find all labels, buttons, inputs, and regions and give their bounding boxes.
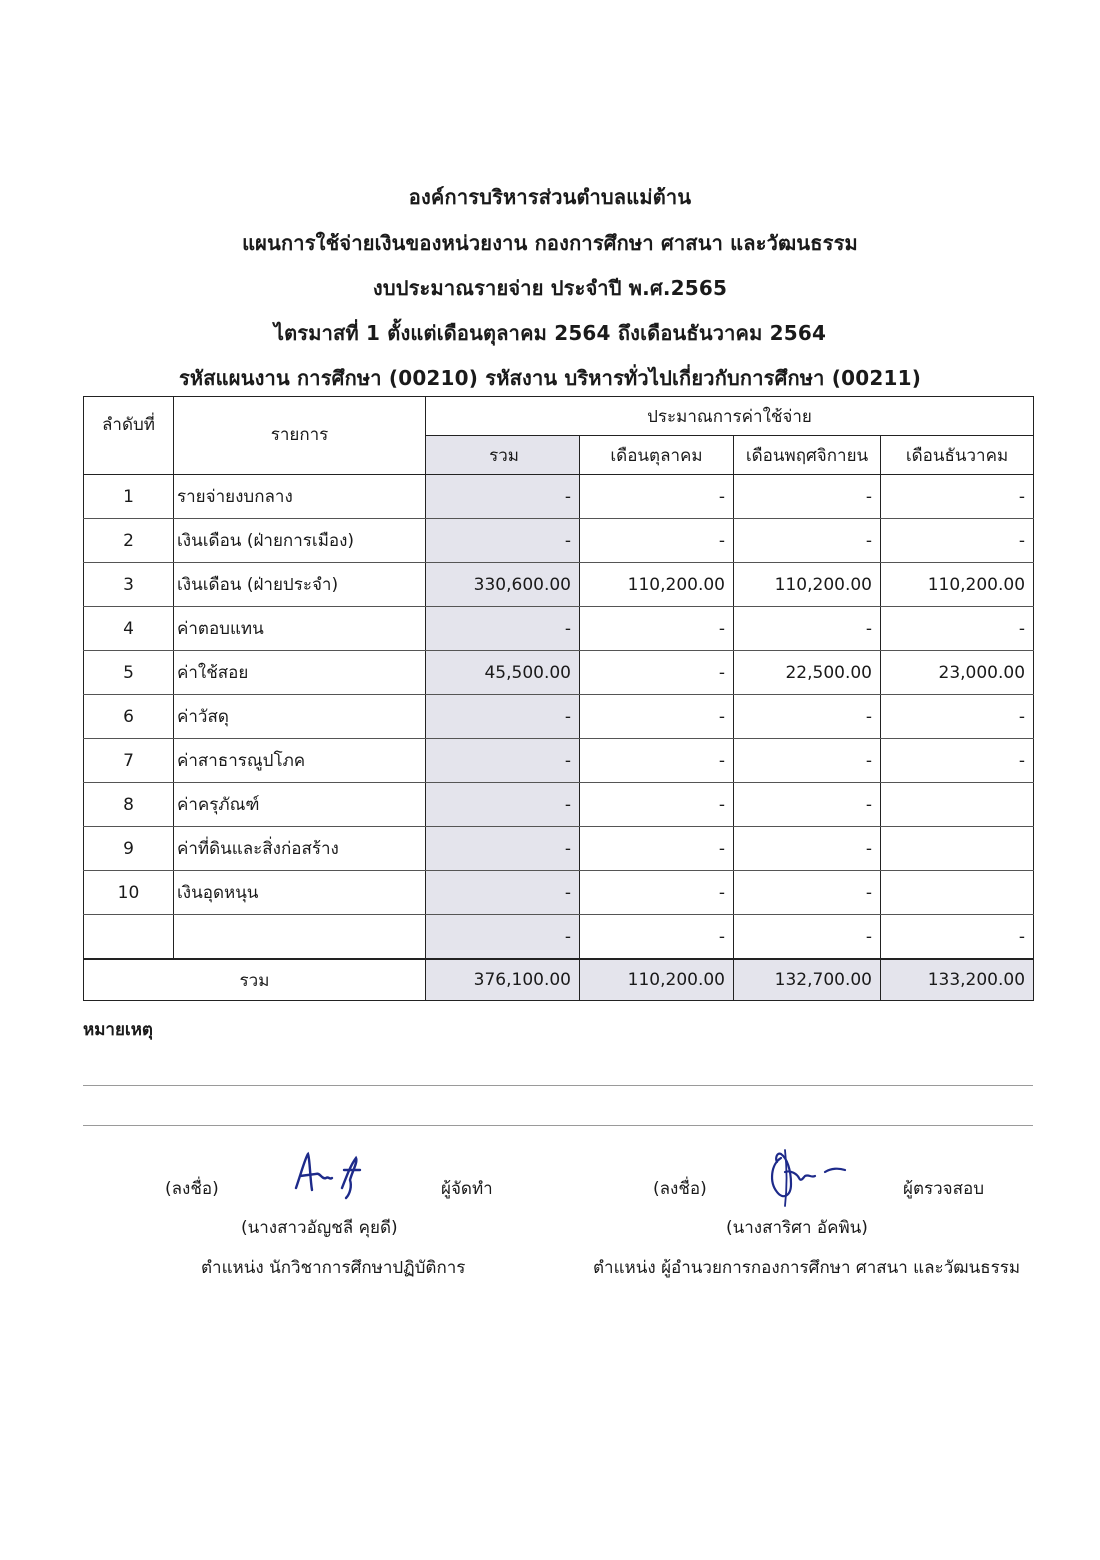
- row-december: [881, 827, 1034, 871]
- table-row: [84, 563, 1034, 607]
- sum-october: 110,200.00: [580, 959, 734, 1001]
- row-total: -: [426, 783, 580, 827]
- remark-label: หมายเหตุ: [83, 1020, 153, 1040]
- row-october: 110,200.00: [580, 563, 734, 607]
- reviewer-signature: [765, 1148, 855, 1208]
- row-october: -: [580, 739, 734, 783]
- row-number: [84, 915, 174, 960]
- preparer-signature: [290, 1150, 370, 1200]
- row-number: 8: [84, 783, 174, 827]
- plan-title: แผนการใช้จ่ายเงินของหน่วยงาน กองการศึกษา ศาสนา และวัฒนธรรม: [242, 231, 858, 255]
- remark-line: [83, 1085, 1033, 1086]
- org-title: องค์การบริหารส่วนตำบลแม่ต้าน: [408, 185, 692, 209]
- row-december: [881, 783, 1034, 827]
- col-header-total: รวม: [426, 436, 580, 475]
- expense-plan-table: [83, 396, 1034, 1001]
- right-sign-label: (ลงชื่อ): [653, 1179, 707, 1199]
- row-number: 10: [84, 871, 174, 915]
- row-november: -: [734, 915, 881, 960]
- row-total: -: [426, 519, 580, 563]
- row-item: ค่าวัสดุ: [174, 695, 426, 739]
- right-name: (นางสาริศา อัคพิน): [726, 1218, 868, 1238]
- table-row: [84, 519, 1034, 563]
- table-row: [84, 651, 1034, 695]
- row-number: 5: [84, 651, 174, 695]
- row-december: -: [881, 519, 1034, 563]
- row-total: -: [426, 607, 580, 651]
- row-total: -: [426, 871, 580, 915]
- col-header-group: ประมาณการค่าใช้จ่าย: [426, 397, 1034, 436]
- col-header-december: เดือนธันวาคม: [881, 436, 1034, 475]
- sum-total: 376,100.00: [426, 959, 580, 1001]
- sum-november: 132,700.00: [734, 959, 881, 1001]
- remark-line: [83, 1125, 1033, 1126]
- sum-december: 133,200.00: [881, 959, 1034, 1001]
- row-october: -: [580, 871, 734, 915]
- row-total: -: [426, 827, 580, 871]
- row-total: -: [426, 739, 580, 783]
- row-november: -: [734, 739, 881, 783]
- row-december: -: [881, 475, 1034, 519]
- row-november: -: [734, 475, 881, 519]
- row-item: เงินอุดหนุน: [174, 871, 426, 915]
- right-position: ตำแหน่ง ผู้อำนวยการกองการศึกษา ศาสนา และวัฒนธรรม: [593, 1258, 1021, 1278]
- row-october: -: [580, 475, 734, 519]
- row-total: 45,500.00: [426, 651, 580, 695]
- row-october: -: [580, 915, 734, 960]
- row-october: -: [580, 519, 734, 563]
- left-sign-label: (ลงชื่อ): [165, 1179, 219, 1199]
- row-item: ค่าครุภัณฑ์: [174, 783, 426, 827]
- row-november: -: [734, 783, 881, 827]
- row-december: 110,200.00: [881, 563, 1034, 607]
- row-number: 4: [84, 607, 174, 651]
- table-row: [84, 827, 1034, 871]
- col-header-item: รายการ: [174, 397, 426, 475]
- row-number: 7: [84, 739, 174, 783]
- row-november: -: [734, 695, 881, 739]
- row-item: เงินเดือน (ฝ่ายประจำ): [174, 563, 426, 607]
- row-item: ค่าตอบแทน: [174, 607, 426, 651]
- table-row: [84, 695, 1034, 739]
- row-item: เงินเดือน (ฝ่ายการเมือง): [174, 519, 426, 563]
- col-header-no: ลำดับที่: [84, 397, 174, 475]
- row-december: [881, 871, 1034, 915]
- row-number: 2: [84, 519, 174, 563]
- col-header-november: เดือนพฤศจิกายน: [734, 436, 881, 475]
- row-november: -: [734, 827, 881, 871]
- row-october: -: [580, 783, 734, 827]
- table-row: [84, 739, 1034, 783]
- row-december: -: [881, 739, 1034, 783]
- sum-label: รวม: [84, 959, 426, 1001]
- row-december: -: [881, 915, 1034, 960]
- table-row: [84, 871, 1034, 915]
- row-number: 3: [84, 563, 174, 607]
- table-row: [84, 915, 1034, 960]
- row-item: ค่าที่ดินและสิ่งก่อสร้าง: [174, 827, 426, 871]
- row-total: -: [426, 695, 580, 739]
- row-total: -: [426, 915, 580, 960]
- row-december: -: [881, 695, 1034, 739]
- row-december: -: [881, 607, 1034, 651]
- budget-year-title: งบประมาณรายจ่าย ประจำปี พ.ศ.2565: [372, 276, 728, 300]
- row-november: 110,200.00: [734, 563, 881, 607]
- left-name: (นางสาวอัญชลี คุยดี): [241, 1218, 398, 1238]
- left-position: ตำแหน่ง นักวิชาการศึกษาปฏิบัติการ: [201, 1258, 466, 1278]
- quarter-title: ไตรมาสที่ 1 ตั้งแต่เดือนตุลาคม 2564 ถึงเดือนธันวาคม 2564: [273, 321, 827, 345]
- table-row: [84, 783, 1034, 827]
- row-total: -: [426, 475, 580, 519]
- row-item: ค่าใช้สอย: [174, 651, 426, 695]
- row-december: 23,000.00: [881, 651, 1034, 695]
- table-row: [84, 475, 1034, 519]
- row-item: ค่าสาธารณูปโภค: [174, 739, 426, 783]
- left-role: ผู้จัดทำ: [441, 1179, 493, 1199]
- row-october: -: [580, 695, 734, 739]
- row-november: -: [734, 519, 881, 563]
- row-item: รายจ่ายงบกลาง: [174, 475, 426, 519]
- plan-code-title: รหัสแผนงาน การศึกษา (00210) รหัสงาน บริหารทั่วไปเกี่ยวกับการศึกษา (00211): [178, 366, 922, 390]
- row-november: 22,500.00: [734, 651, 881, 695]
- row-total: 330,600.00: [426, 563, 580, 607]
- table-row: [84, 607, 1034, 651]
- row-number: 6: [84, 695, 174, 739]
- row-november: -: [734, 607, 881, 651]
- row-october: -: [580, 607, 734, 651]
- row-october: -: [580, 651, 734, 695]
- row-number: 1: [84, 475, 174, 519]
- row-item: [174, 915, 426, 960]
- right-role: ผู้ตรวจสอบ: [903, 1179, 985, 1199]
- row-november: -: [734, 871, 881, 915]
- row-number: 9: [84, 827, 174, 871]
- col-header-october: เดือนตุลาคม: [580, 436, 734, 475]
- row-october: -: [580, 827, 734, 871]
